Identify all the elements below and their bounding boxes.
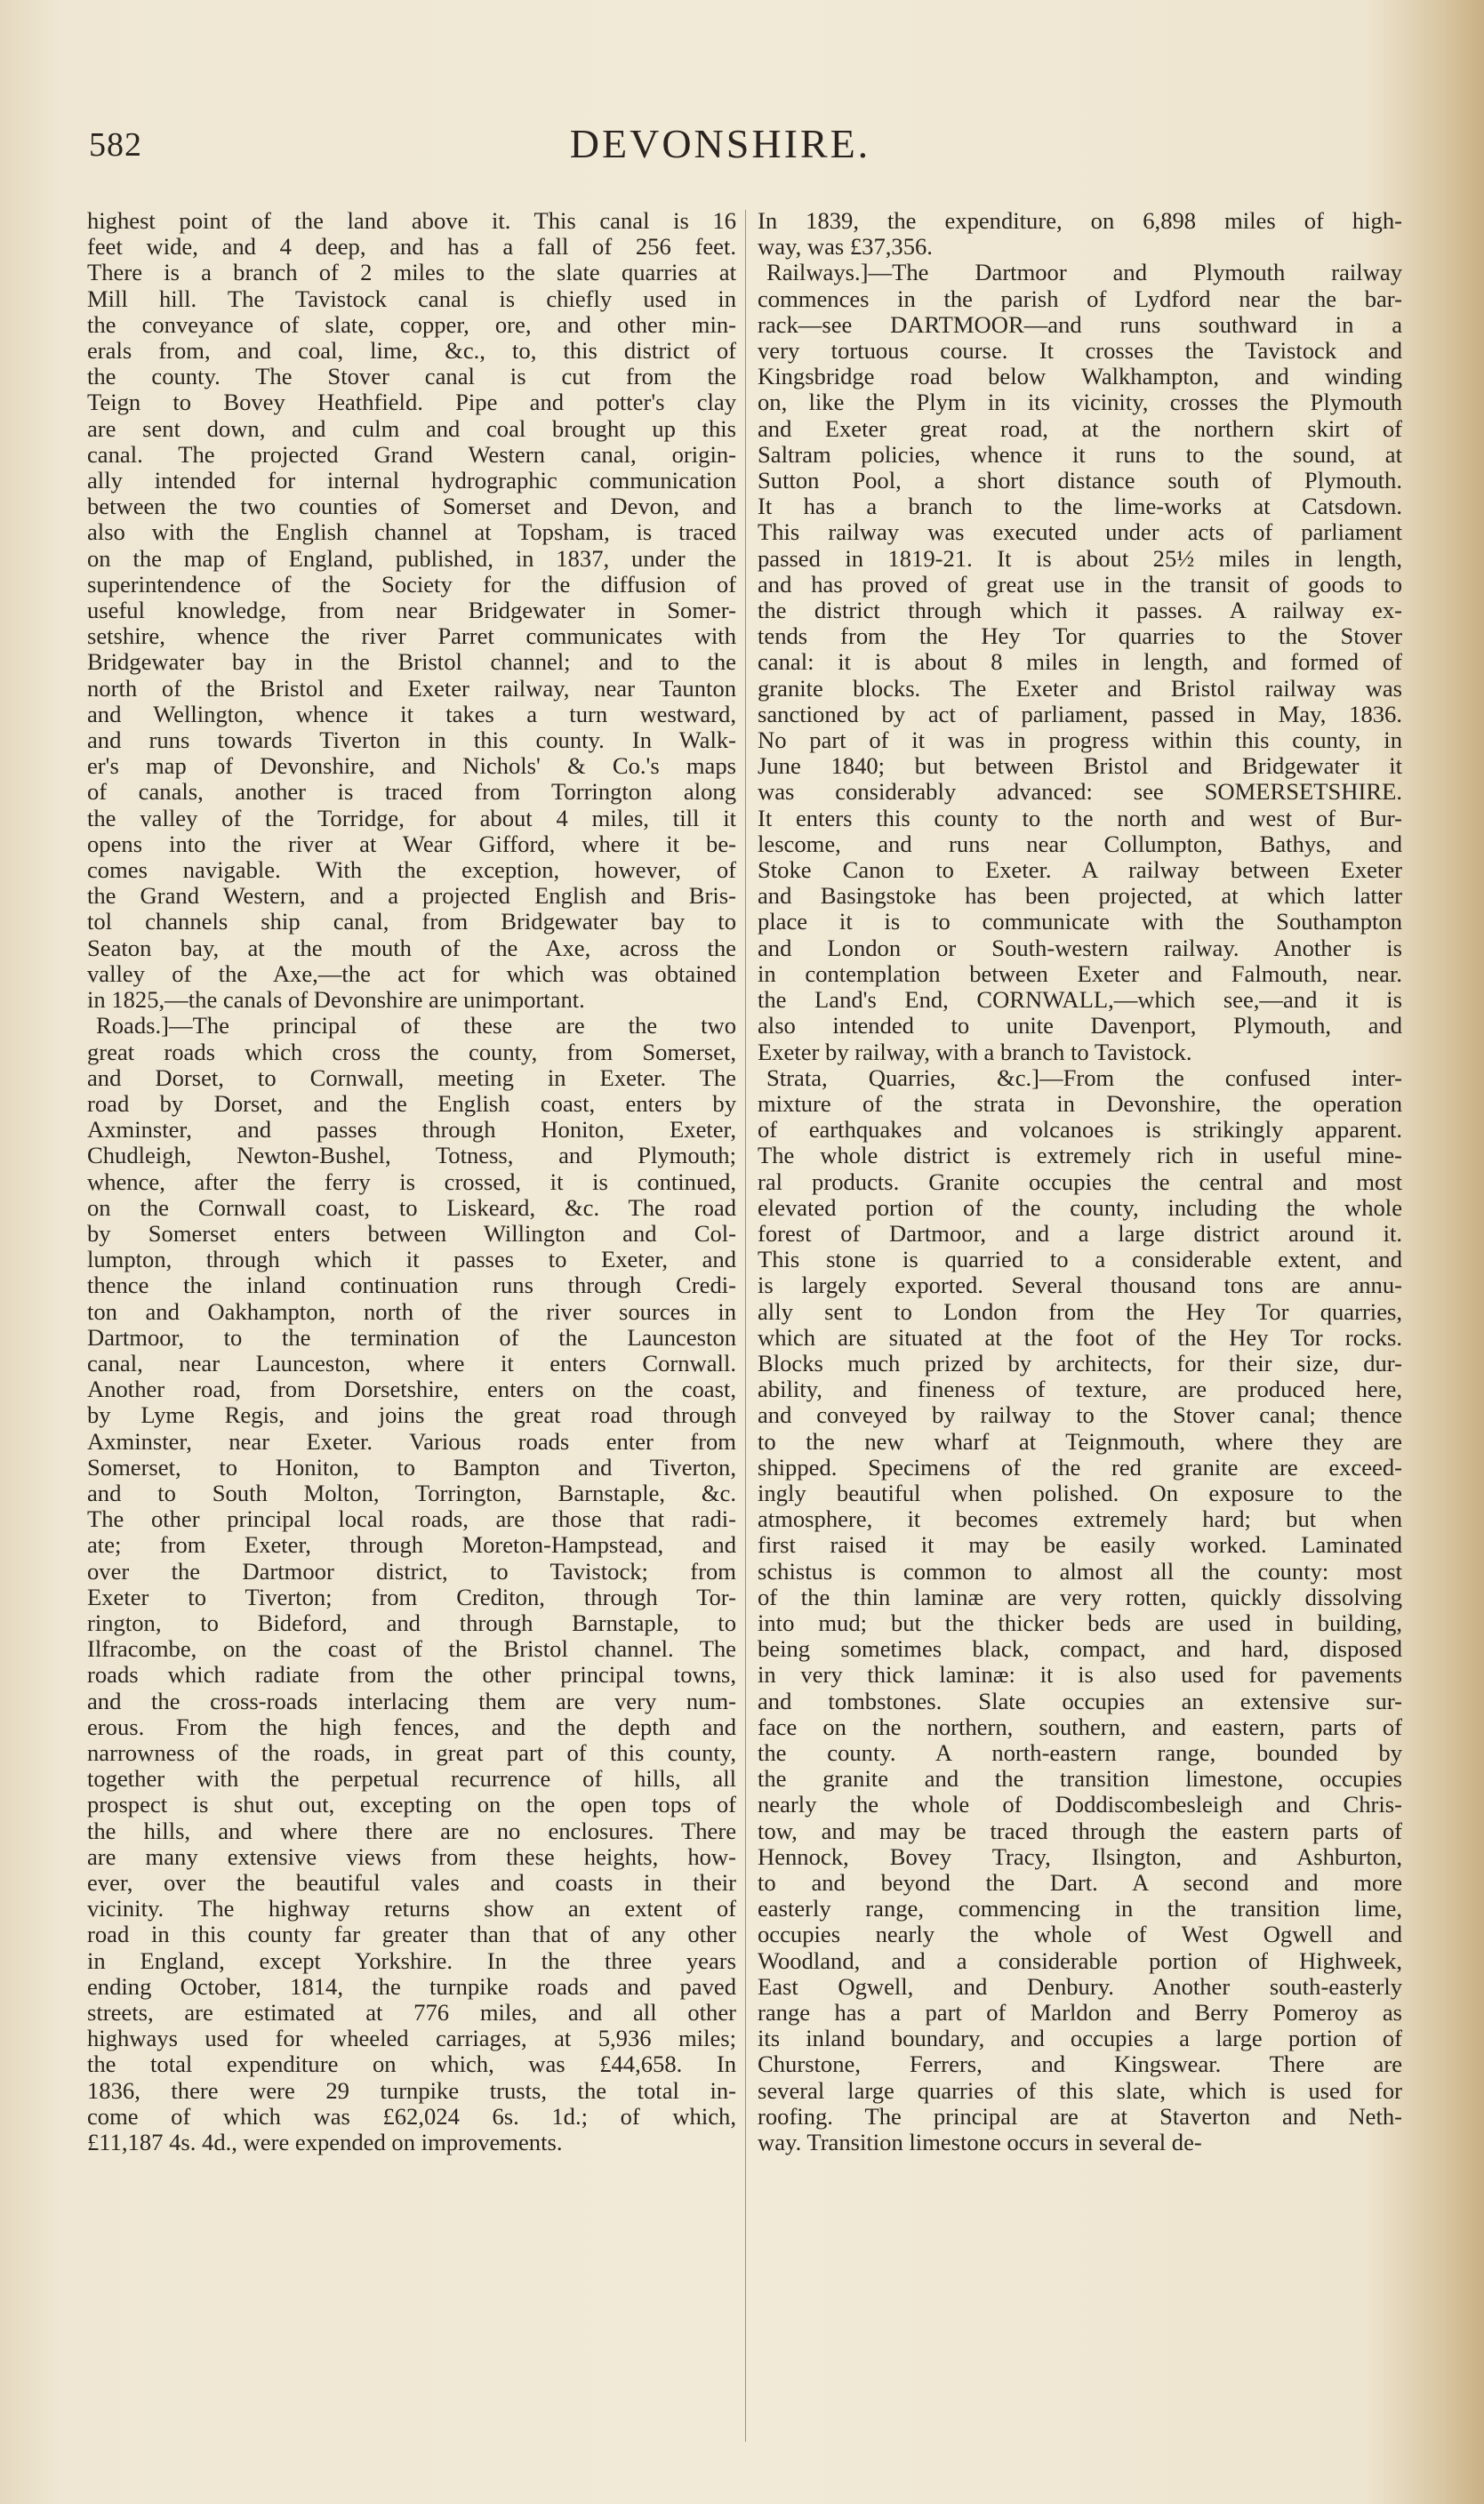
text-line: and Dorset, to Cornwall, meeting in Exeter. The [87,1064,736,1091]
text-line: are sent down, and culm and coal brought up this [87,415,736,442]
text-line: Sutton Pool, a short distance south of Plymouth. [758,468,1402,494]
text-line: first raised it may be easily worked. Laminated [758,1532,1402,1559]
text-line: and conveyed by railway to the Stover canal; thence [758,1402,1402,1429]
text-line: roads which radiate from the other principal towns, [87,1662,736,1689]
text-line: and to South Molton, Torrington, Barnstaple, &c. [87,1480,736,1506]
text-line: ending October, 1814, the turnpike roads and paved [87,1973,736,2000]
text-line: being sometimes black, compact, and hard, disposed [758,1636,1402,1663]
text-line: by Lyme Regis, and joins the great road through [87,1402,736,1429]
text-line: and Basingstoke has been projected, at which latter [758,883,1402,910]
text-line: forest of Dartmoor, and a large district around it. [758,1220,1402,1247]
text-line: rington, to Bideford, and through Barnstaple, to [87,1609,736,1636]
text-line: This railway was executed under acts of parliament [758,519,1402,546]
text-line: in contemplation between Exeter and Falmouth, near. [758,960,1402,987]
text-line: Another road, from Dorsetshire, enters on the coast, [87,1376,736,1403]
text-line: commences in the parish of Lydford near the bar- [758,285,1402,312]
text-line: tol channels ship canal, from Bridgewater bay to [87,909,736,935]
text-line: the county. A north-eastern range, bounded by [758,1739,1402,1766]
text-line: whence, after the ferry is crossed, it is continued, [87,1168,736,1195]
text-line: ally intended for internal hydrographic communication [87,468,736,494]
text-line: ally sent to London from the Hey Tor quarries, [758,1298,1402,1325]
text-line: feet wide, and 4 deep, and has a fall of 256 feet. [87,234,736,261]
text-line: and Exeter great road, at the northern skirt of [758,415,1402,442]
text-line: and London or South-western railway. Another is [758,935,1402,961]
text-line: superintendence of the Society for the diffusion of [87,571,736,598]
text-line: elevated portion of the county, including the whole [758,1194,1402,1221]
text-line: of earthquakes and volcanoes is strikingly apparent. [758,1117,1402,1144]
running-title: DEVONSHIRE. [569,121,871,166]
text-line: prospect is shut out, excepting on the open tops of [87,1792,736,1818]
text-line: the total expenditure on which, was £44,658. In [87,2051,736,2078]
text-line: ate; from Exeter, through Moreton-Hampstead, and [87,1532,736,1559]
text-line: in England, except Yorkshire. In the three years [87,1947,736,1974]
text-line: highways used for wheeled carriages, at 5,936 miles; [87,2026,736,2052]
text-line: and has proved of great use in the transit of goods to [758,571,1402,598]
text-line: is largely exported. Several thousand tons are annu- [758,1272,1402,1299]
text-line: ingly beautiful when polished. On exposure to the [758,1480,1402,1506]
text-line: in 1825,—the canals of Devonshire are unimportant. [87,987,585,1014]
text-line: on, like the Plym in its vicinity, crosses the Plymouth [758,389,1402,416]
right-column [758,208,1402,2155]
text-line: the hills, and where there are no enclosures. There [87,1818,736,1844]
text-line: into mud; but the thicker beds are used in building, [758,1609,1402,1636]
text-line: of canals, another is traced from Torrington along [87,779,736,806]
text-line: Dartmoor, to the termination of the Launceston [87,1324,736,1351]
text-line: its inland boundary, and occupies a large portion of [758,2026,1402,2052]
text-line: range has a part of Marldon and Berry Pomeroy as [758,2000,1402,2026]
text-line: ever, over the beautiful vales and coasts in their [87,1870,736,1896]
text-line: mixture of the strata in Devonshire, the operation [758,1090,1402,1117]
text-line: Bridgewater bay in the Bristol channel; and to the [87,649,736,676]
text-line: Exeter by railway, with a branch to Tavistock. [758,1039,1192,1065]
text-line: come of which was £62,024 6s. 1d.; of which, [87,2103,736,2130]
text-line: are many extensive views from these heights, how- [87,1843,736,1870]
text-line: together with the perpetual recurrence of hills, all [87,1766,736,1793]
text-line: lumpton, through which it passes to Exeter, and [87,1247,736,1273]
text-line: place it is to communicate with the Southampton [758,909,1402,935]
text-line: Teign to Bovey Heathfield. Pipe and potter's clay [87,389,736,416]
text-line: on the Cornwall coast, to Liskeard, &c. The road [87,1194,736,1221]
text-line: and Wellington, whence it takes a turn westward, [87,701,736,727]
text-line: north of the Bristol and Exeter railway, near Taunton [87,675,736,702]
text-line: and the cross-roads interlacing them are very num- [87,1688,736,1714]
text-line: Stoke Canon to Exeter. A railway between Exeter [758,857,1402,884]
text-line: Ilfracombe, on the coast of the Bristol channel. The [87,1636,736,1663]
text-line: 1836, there were 29 turnpike trusts, the total in- [87,2077,736,2104]
text-line: In 1839, the expenditure, on 6,898 miles of high- [758,208,1402,234]
text-line: canal: it is about 8 miles in length, and formed of [758,649,1402,676]
text-line: face on the northern, southern, and eastern, parts of [758,1713,1402,1740]
text-line: over the Dartmoor district, to Tavistock; from [87,1558,736,1585]
text-line: The whole district is extremely rich in useful mine- [758,1143,1402,1169]
text-line: vicinity. The highway returns show an extent of [87,1896,736,1922]
text-line: the Land's End, CORNWALL,—which see,—and it is [758,987,1402,1014]
text-line: Somerset, to Honiton, to Bampton and Tiverton, [87,1454,736,1481]
text-line: streets, are estimated at 776 miles, and all other [87,2000,736,2026]
text-line: on the map of England, published, in 1837, under the [87,545,736,572]
text-line: It enters this county to the north and west of Bur- [758,805,1402,831]
text-line: in very thick laminæ: it is also used for pavements [758,1662,1402,1689]
text-line: Exeter to Tiverton; from Crediton, through Tor- [87,1584,736,1610]
text-line: No part of it was in progress within this county, in [758,727,1402,754]
text-line: June 1840; but between Bristol and Bridgewater it [758,753,1402,780]
text-line: valley of the Axe,—the act for which was obtained [87,960,736,987]
text-line: erous. From the high fences, and the depth and [87,1713,736,1740]
text-line: Strata, Quarries, &c.]—From the confused inter- [766,1064,1402,1091]
text-line: tends from the Hey Tor quarries to the Stover [758,623,1402,650]
text-line: very tortuous course. It crosses the Tavistock and [758,338,1402,365]
text-line: to and beyond the Dart. A second and more [758,1870,1402,1896]
text-line: opens into the river at Wear Gifford, where it be- [87,831,736,857]
text-line: was considerably advanced: see SOMERSETSHIRE. [758,779,1402,806]
text-line: Axminster, near Exeter. Various roads enter from [87,1428,736,1455]
text-line: atmosphere, it becomes extremely hard; but when [758,1506,1402,1533]
text-line: Seaton bay, at the mouth of the Axe, across the [87,935,736,961]
text-line: road by Dorset, and the English coast, enters by [87,1090,736,1117]
text-line: Blocks much prized by architects, for their size, dur- [758,1350,1402,1376]
text-line: several large quarries of this slate, which is used for [758,2077,1402,2104]
text-line: great roads which cross the county, from Somerset, [87,1039,736,1065]
text-line: Hennock, Bovey Tracy, Ilsington, and Ashburton, [758,1843,1402,1870]
text-line: setshire, whence the river Parret communicates with [87,623,736,650]
text-line: schistus is common to almost all the county: most [758,1558,1402,1585]
text-line: Saltram policies, whence it runs to the sound, at [758,441,1402,468]
text-line: easterly range, commencing in the transition lime, [758,1896,1402,1922]
text-line: This stone is quarried to a considerable extent, and [758,1247,1402,1273]
text-line: canal, near Launceston, where it enters Cornwall. [87,1350,736,1376]
text-line: of the thin laminæ are very rotten, quickly dissolving [758,1584,1402,1610]
column-divider [745,210,746,2442]
text-line: er's map of Devonshire, and Nichols' & Co.'s maps [87,753,736,780]
text-line: the granite and the transition limestone, occupies [758,1766,1402,1793]
text-line: It has a branch to the lime-works at Catsdown. [758,494,1402,520]
text-line: narrowness of the roads, in great part of this county, [87,1739,736,1766]
text-line: thence the inland continuation runs through Credi- [87,1272,736,1299]
text-line: Mill hill. The Tavistock canal is chiefly used in [87,285,736,312]
text-line: and runs towards Tiverton in this county. In Walk- [87,727,736,754]
text-line: canal. The projected Grand Western canal, origin- [87,441,736,468]
text-line: granite blocks. The Exeter and Bristol railway was [758,675,1402,702]
text-line: way, was £37,356. [758,234,933,261]
text-line: Woodland, and a considerable portion of Highweek, [758,1947,1402,1974]
text-line: between the two counties of Somerset and Devon, and [87,494,736,520]
left-column [87,208,736,2155]
text-line: There is a branch of 2 miles to the slate quarries at [87,260,736,286]
text-line: road in this county far greater than that of any other [87,1922,736,1948]
text-line: ral products. Granite occupies the central and most [758,1168,1402,1195]
text-line: the Grand Western, and a projected English and Bris- [87,883,736,910]
text-line: erals from, and coal, lime, &c., to, this district of [87,338,736,365]
text-line: rack—see DARTMOOR—and runs southward in a [758,311,1402,338]
text-line: tow, and may be traced through the eastern parts of [758,1818,1402,1844]
text-line: Railways.]—The Dartmoor and Plymouth railway [766,260,1402,286]
text-line: East Ogwell, and Denbury. Another south-easterly [758,1973,1402,2000]
text-line: lescome, and runs near Collumpton, Bathys, and [758,831,1402,857]
text-line: comes navigable. With the exception, however, of [87,857,736,884]
text-line: to the new wharf at Teignmouth, where they are [758,1428,1402,1455]
text-line: ton and Oakhampton, north of the river sources in [87,1298,736,1325]
text-line: way. Transition limestone occurs in several de- [758,2130,1202,2156]
page-number: 582 [89,126,142,164]
text-line: Chudleigh, Newton-Bushel, Totness, and Plymouth; [87,1143,736,1169]
text-line: Churstone, Ferrers, and Kingswear. There are [758,2051,1402,2078]
text-line: also intended to unite Davenport, Plymouth, and [758,1013,1402,1039]
text-line: sanctioned by act of parliament, passed in May, 1836. [758,701,1402,727]
text-line: the district through which it passes. A railway ex- [758,598,1402,624]
text-line: The other principal local roads, are those that radi- [87,1506,736,1533]
text-line: highest point of the land above it. This canal is 16 [87,208,736,234]
text-line: and tombstones. Slate occupies an extensive sur- [758,1688,1402,1714]
text-line: useful knowledge, from near Bridgewater in Somer- [87,598,736,624]
text-line: £11,187 4s. 4d., were expended on improvements. [87,2130,563,2156]
text-line: the county. The Stover canal is cut from the [87,364,736,390]
text-line: passed in 1819-21. It is about 25½ miles in length, [758,545,1402,572]
text-line: roofing. The principal are at Staverton and Neth- [758,2103,1402,2130]
text-line: the conveyance of slate, copper, ore, and other min- [87,311,736,338]
text-line: ability, and fineness of texture, are produced here, [758,1376,1402,1403]
text-line: also with the English channel at Topsham, is traced [87,519,736,546]
text-line: occupies nearly the whole of West Ogwell and [758,1922,1402,1948]
page-header [89,120,1352,182]
text-line: which are situated at the foot of the Hey Tor rocks. [758,1324,1402,1351]
text-line: the valley of the Torridge, for about 4 miles, till it [87,805,736,831]
text-line: Axminster, and passes through Honiton, Exeter, [87,1117,736,1144]
text-line: by Somerset enters between Willington and Col- [87,1220,736,1247]
text-line: Roads.]—The principal of these are the two [96,1013,736,1039]
text-line: nearly the whole of Doddiscombesleigh and Chris- [758,1792,1402,1818]
text-line: Kingsbridge road below Walkhampton, and winding [758,364,1402,390]
text-line: shipped. Specimens of the red granite are exceed- [758,1454,1402,1481]
